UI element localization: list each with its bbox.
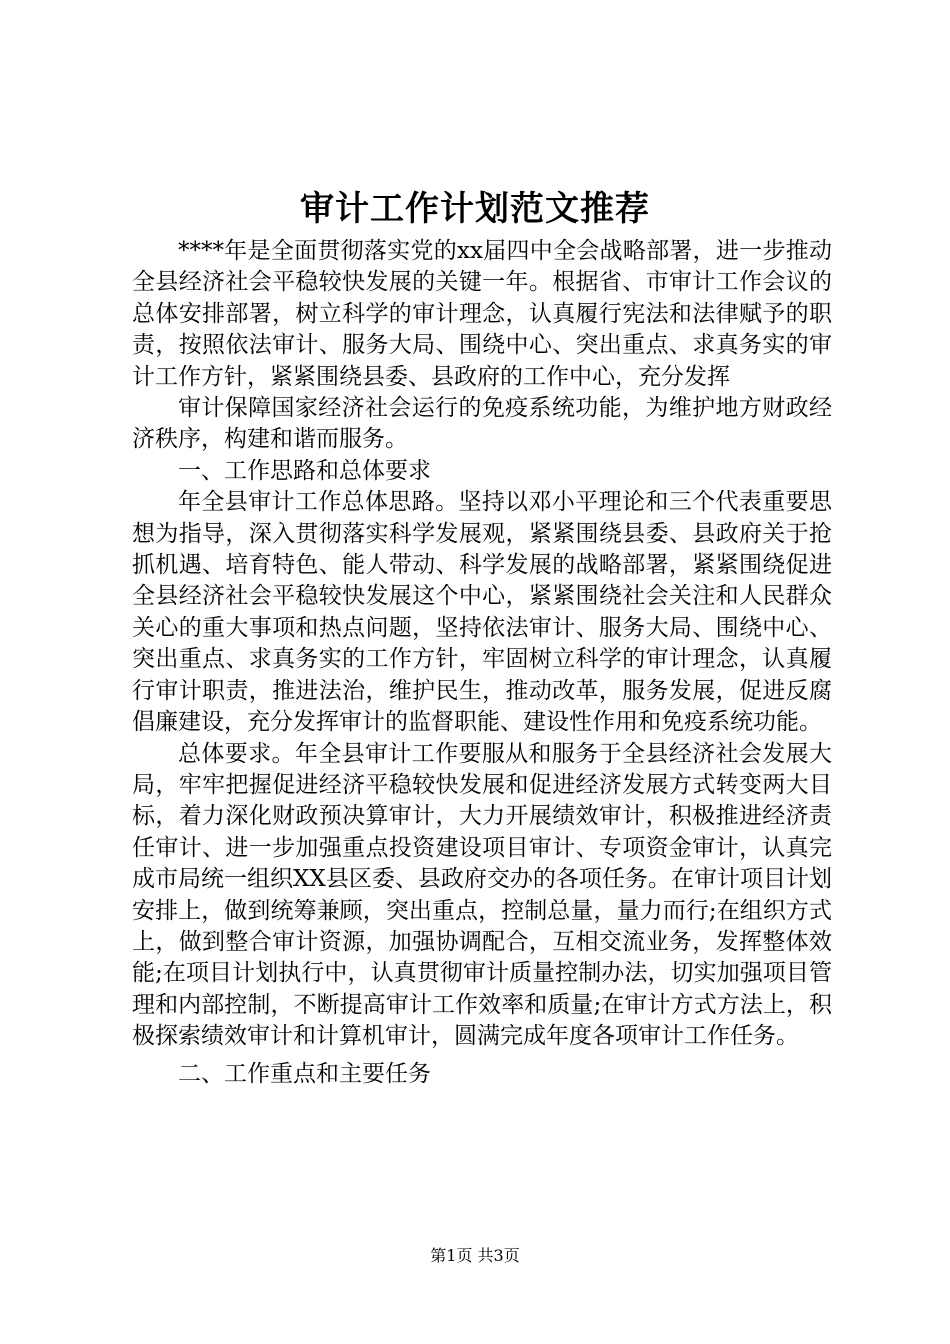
- document-body: [132, 236, 832, 1090]
- page-footer: 第1页 共3页: [430, 1246, 520, 1265]
- paragraph-intro: ****年是全面贯彻落实党的xx届四中全会战略部署，进一步推动全县经济社会平稳较快发展的关键一年。根据省、市审计工作会议的总体安排部署，树立科学的审计理念，认真履行宪法和法律赋予的职责，按照依法审计、服务大局、围绕中心、突出重点、求真务实的审计工作方针，紧紧围绕县委、县政府的工作中心，充分发挥: [132, 238, 832, 390]
- paragraph-overall-requirements: 总体要求。年全县审计工作要服从和服务于全县经济社会发展大局，牢牢把握促进经济平稳较快发展和促进经济发展方式转变两大目标，着力深化财政预决算审计，大力开展绩效审计，积极推进经济责任审计、进一步加强重点投资建设项目审计、专项资金审计，认真完成市局统一组织XX县区委、县政府交办的各项任务。在审计项目计划安排上，做到统筹兼顾，突出重点，控制总量，量力而行;在组织方式上，做到整合审计资源，加强协调配合，互相交流业务，发挥整体效能;在项目计划执行中，认真贯彻审计质量控制办法，切实加强项目管理和内部控制，不断提高审计工作效率和质量;在审计方式方法上，积极探索绩效审计和计算机审计，圆满完成年度各项审计工作任务。: [132, 740, 832, 1050]
- paragraph-purpose: 审计保障国家经济社会运行的免疫系统功能，为维护地方财政经济秩序，构建和谐而服务。: [132, 395, 832, 453]
- document-title: 审计工作计划范文推荐: [300, 189, 650, 229]
- section-heading-2: 二、工作重点和主要任务: [178, 1060, 431, 1087]
- paragraph-overall-approach: 年全县审计工作总体思路。坚持以邓小平理论和三个代表重要思想为指导，深入贯彻落实科学发展观，紧紧围绕县委、县政府关于抢抓机遇、培育特色、能人带动、科学发展的战略部署，紧紧围绕促进全县经济社会平稳较快发展这个中心，紧紧围绕社会关注和人民群众关心的重大事项和热点问题，坚持依法审计、服务大局、围绕中心、突出重点、求真务实的工作方针，牢固树立科学的审计理念，认真履行审计职责，推进法治，维护民生，推动改革，服务发展，促进反腐倡廉建设，充分发挥审计的监督职能、建设性作用和免疫系统功能。: [132, 489, 832, 736]
- section-heading-1: 一、工作思路和总体要求: [178, 457, 431, 484]
